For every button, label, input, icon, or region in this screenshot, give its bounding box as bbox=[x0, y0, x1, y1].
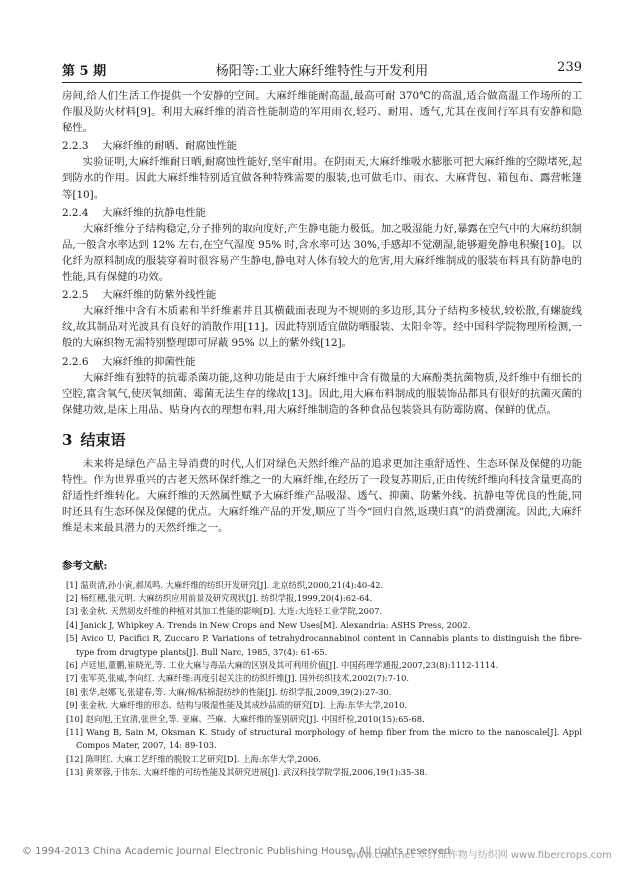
section-heading-conclusion bbox=[62, 432, 582, 448]
subsection-number: 2.2.3 bbox=[62, 140, 89, 153]
reference-item: [2] 杨红穗,张元明. 大麻纺织应用前景及研究现状[J]. 纺织学报,1999,20(4):62-64. bbox=[66, 592, 373, 603]
reference-item: [1] 温贵清,孙小寅,郝凤鸣. 大麻纤维的纺织开发研究[J]. 北京纺织,2000,21(4):40-42. bbox=[66, 579, 384, 590]
running-title: 杨阳等:工业大麻纤维特性与开发利用 bbox=[215, 64, 429, 79]
references-heading: 参考文献: bbox=[62, 560, 108, 573]
subsection-paragraph: 大麻纤维分子结构稳定,分子排列的取向度好,产生静电能力极低。加之吸湿能力好,暴露在空气中的大麻纺织制品,一般含水率达到 12% 左右,在空气湿度 95% 时,含水率可达 30%,手感却不觉潮湿,能够避免静电积聚[10]。以化纤为原料制成的服装穿着时很容易产生静电,静电对人体有较大的危害,用大麻纤维制成的服装布料具有防静电的性能,具有保健的功效。 bbox=[62, 222, 582, 284]
subsection-number: 2.2.6 bbox=[62, 355, 89, 368]
reference-item: [4] Janick J, Whipkey A. Trends in New Crops and New Uses[M]. Alexandria: ASHS Press, 2002. bbox=[66, 619, 471, 630]
reference-item: [9] 张金秋. 大麻纤维的形态、结构与吸湿性能及其成纱品质的研究[D]. 上海:东华大学,2010. bbox=[66, 700, 408, 711]
subsection-2-2-3 bbox=[62, 138, 582, 202]
subsection-2-2-5 bbox=[62, 287, 582, 351]
section-number: 3 bbox=[62, 430, 73, 449]
reference-item: [5] Avico U, Pacifici R, Zuccaro P. Variations of tetrahydrocannabinol content in Cannabis plants to distinguish the fibre-type from drugtype plants[J]. Bull Narc, 1985, 37(4): 61-65. bbox=[66, 633, 582, 657]
subsection-2-2-4 bbox=[62, 205, 582, 285]
page-footer bbox=[22, 846, 612, 861]
reference-item: [3] 张金秋. 天然韧皮纤维的种植对其加工性能的影响[D]. 大连:大连轻工业学院,2007. bbox=[66, 606, 383, 617]
subsection-title: 大麻纤维的抑菌性能 bbox=[102, 355, 196, 368]
header-rule bbox=[62, 82, 582, 83]
subsection-2-2-6 bbox=[62, 354, 582, 418]
conclusion-paragraph: 未来将是绿色产品主导消费的时代,人们对绿色天然纤维产品的追求更加注重舒适性、生态环保及保健的功能特性。作为世界重兴的古老天然环保纤维之一的大麻纤维,在经历了一段复苏期后,正由传统纤维向科技含量更高的舒适性纤维转化。大麻纤维的天然属性赋予大麻纤维产品吸湿、透气、抑菌、防紫外线、抗静电等优良的性能,同时还具有生态环保及保健的优点。大麻纤维产品的开发,顺应了当今“回归自然,返璞归真”的消费潮流。因此,大麻纤维是未来最具潜力的天然纤维之一。 bbox=[62, 457, 582, 535]
subsection-number: 2.2.4 bbox=[62, 206, 89, 219]
running-header bbox=[62, 60, 582, 82]
copyright-notice: © 1994-2013 China Academic Journal Electronic Publishing House. All rights reserved. bbox=[22, 846, 454, 857]
subsection-paragraph: 大麻纤维有独特的抗霉杀菌功能,这种功能是由于大麻纤维中含有微量的大麻酚类抗菌物质,及纤维中有细长的空腔,富含氧气,使厌氧细菌、霉菌无法生存的缘故[13]。因此,用大麻布料制成的服装饰品都具有很好的抗菌灭菌的保健功效,是床上用品、贴身内衣的理想布料,用大麻纤维制造的各种食品包装袋具有防霉防腐、保鲜的优点。 bbox=[62, 371, 582, 416]
subsection-heading bbox=[62, 354, 582, 370]
reference-item: [8] 张华,赵娜飞,张建春,等. 大麻/棉/粘棉混纺纱的性能[J]. 纺织学报,2009,39(2):27-30. bbox=[66, 686, 392, 697]
subsection-title: 大麻纤维的耐晒、耐腐蚀性能 bbox=[102, 140, 238, 153]
reference-item: [11] Wang B, Sain M, Oksman K. Study of structural morphology of hemp fiber from the micro to the nanoscale[J]. Appl Compos Mater, 2007, 14: 89-103. bbox=[66, 727, 582, 751]
subsection-number: 2.2.5 bbox=[62, 289, 89, 302]
subsection-title: 大麻纤维的抗静电性能 bbox=[102, 206, 206, 219]
subsection-paragraph: 大麻纤维中含有木质素和半纤维素并且其横截面表现为不规则的多边形,其分子结构多棱状,较松散,有螺旋线纹,故其制品对光波具有良好的消散作用[11]。因此特别适宜做防晒服装、太阳伞等。经中国科学院物理所检测,一般的大麻织物无需特别整理即可屏蔽 95% 以上的紫外线[12]。 bbox=[62, 305, 582, 350]
intro-paragraph: 房间,给人们生活工作提供一个安静的空间。大麻纤维能耐高温,最高可耐 370℃的高温,适合做高温工作场所的工作服及防火材料[9]。利用大麻纤维的消音性能制造的军用雨衣,轻巧、耐用、透气,尤其在夜间行军具有安静和隐秘性。 bbox=[62, 90, 582, 135]
article-body bbox=[62, 88, 582, 780]
watermark: www.cnki.net 草纤维作物与纺织网 www.fibercrops.com bbox=[347, 850, 612, 861]
section-title: 结束语 bbox=[80, 430, 126, 449]
reference-item: [10] 赵向旭,王宜清,张世全,等. 亚麻、苎麻、大麻纤维的鉴别研究[J]. 中国纤检,2010(15):65-68. bbox=[66, 713, 425, 724]
subsection-title: 大麻纤维的防紫外线性能 bbox=[102, 289, 217, 302]
subsection-heading bbox=[62, 205, 582, 221]
subsection-heading bbox=[62, 287, 582, 303]
reference-item: [13] 黄翠蓉,于伟东. 大麻纤维的可纺性能及其研究进展[J]. 武汉科技学院学报,2006,19(1):35-38. bbox=[66, 767, 428, 778]
subsection-paragraph: 实验证明,大麻纤维耐日晒,耐腐蚀性能好,坚牢耐用。在阴雨天,大麻纤维吸水膨胀可把大麻纤维的空隙堵死,起到防水的作用。因此大麻纤维特别适宜做各种特殊需要的服装,也可做毛巾、雨衣、大麻背包、箱包布、露营帐篷等[10]。 bbox=[62, 156, 582, 201]
issue-label: 第 5 期 bbox=[62, 64, 107, 79]
reference-item: [7] 张军英,张威,李向红. 大麻纤维:再度引起关注的纺织纤维[J]. 国外纺织技术,2002(7):7-10. bbox=[66, 673, 409, 684]
subsection-heading bbox=[62, 138, 582, 154]
reference-item: [12] 陈明红. 大麻工艺纤维的脱胶工艺研究[D]. 上海:东华大学,2006. bbox=[66, 753, 322, 764]
reference-list bbox=[62, 579, 582, 780]
page-number: 239 bbox=[557, 60, 582, 75]
reference-item: [6] 卢廷旭,董鹏,崔晓光,等. 工业大麻与毒品大麻的区别及其可利用价值[J]. 中国药理学通报,2007,23(8):1112-1114. bbox=[66, 659, 499, 670]
